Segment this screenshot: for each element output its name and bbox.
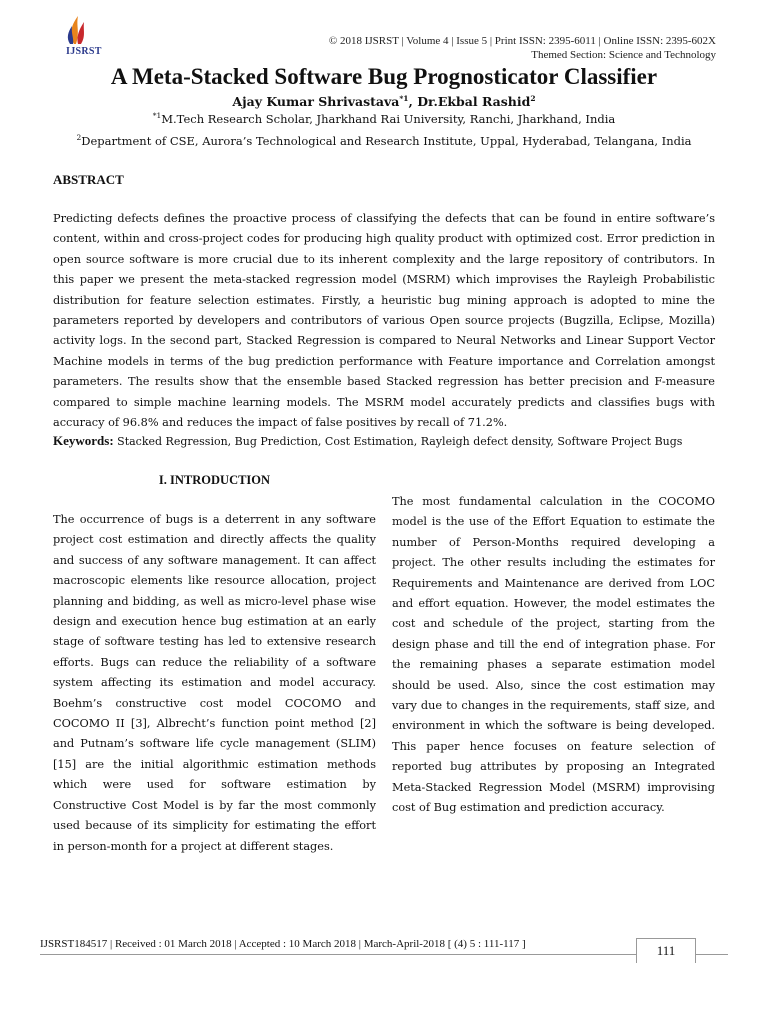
footer-citation: IJSRST184517 | Received : 01 March 2018 | Accepted : 10 March 2018 | March-April-2018 [ (4) 5 : 111-117 ] [40,938,526,950]
volume-line: © 2018 IJSRST | Volume 4 | Issue 5 | Print ISSN: 2395-6011 | Online ISSN: 2395-602X [328,35,716,47]
journal-logo [64,14,118,64]
author-2-sup: 2 [530,93,536,103]
affiliation-1-text: M.Tech Research Scholar, Jharkhand Rai University, Ranchi, Jharkhand, India [161,112,616,126]
page-number: 111 [636,938,696,963]
author-1: Ajay Kumar Shrivastava [232,94,400,109]
introduction-heading: I. INTRODUCTION [158,473,271,487]
footer-divider [40,954,728,955]
author-2: Dr.Ekbal Rashid [417,94,531,109]
affiliation-1 [0,112,768,126]
abstract-text: Predicting defects defines the proactive process of classifying the defects that can be found in entire software’s content, within and cross-project codes for producing high quality product with optimized cost. Error prediction in open source software is more crucial due to its inherent complexity and the large repository of contributors. In this paper we present the meta-stacked regression model (MSRM) which improvises the Rayleigh Probabilistic distribution for feature selection estimates. Firstly, a heuristic bug mining approach is adopted to mine the parameters reported by developers and contributors of various Open source projects (Bugzilla, Eclipse, Mozilla) activity logs. In the second part, Stacked Regression is compared to Neural Networks and Linear Support Vector Machine models in terms of the bug prediction performance with Feature importance and Correlation amongst parameters. The results show that the ensemble based Stacked regression has better precision and F-measure compared to simple machine learning models. The MSRM model accurately predicts and classifies bugs with accuracy of 96.8% and reduces the impact of false positives by recall of 71.2%. [53,212,715,430]
affiliation-2-sup: 2 [76,133,82,143]
author-1-sup: *1 [399,93,409,103]
logo-flame-icon [64,14,118,48]
keywords-text: Stacked Regression, Bug Prediction, Cost Estimation, Rayleigh defect density, Software Project Bugs [113,435,683,448]
introduction-right-column: The most fundamental calculation in the COCOMO model is the use of the Effort Equation to estimate the number of Person-Months required developing a project. The other results including the estimates for Requirements and Maintenance are derived from LOC and effort equation. However, the model estimates the cost and schedule of the project, starting from the design phase and till the end of integration phase. For the remaining phases a separate estimation model should be used. Also, since the cost estimation may vary due to changes in the requirements, staff size, and environment in which the software is being developed. This paper hence focuses on feature selection of reported bug attributes by proposing an Integrated Meta-Stacked Regression Model (MSRM) improvising cost of Bug estimation and prediction accuracy. [392,495,715,815]
journal-meta [329,34,716,62]
author-list [0,94,768,109]
keywords [53,433,728,450]
paper-title: A Meta-Stacked Software Bug Prognosticator Classifier [110,64,658,89]
affiliation-2 [0,134,768,148]
affiliation-2-text: Department of CSE, Aurora’s Technological and Research Institute, Uppal, Hyderabad, Telangana, India [81,134,692,148]
introduction-left-column: The occurrence of bugs is a deterrent in any software project cost estimation and directly affects the quality and success of any software management. It can affect macroscopic elements like resource allocation, project planning and bidding, as well as micro-level phase wise design and execution hence bug estimation at an early stage of software testing has led to extensive research efforts. Bugs can reduce the reliability of a software system affecting its estimation and model accuracy. Boehm’s constructive cost model COCOMO and COCOMO II [3], Albrecht’s function point method [2] and Putnam’s software life cycle management (SLIM) [15] are the initial algorithmic estimation methods which were used for software estimation by Constructive Cost Model is by far the most commonly used because of its simplicity for estimating the effort in person-month for a project at different stages. [53,513,376,853]
author-separator: , [408,94,418,109]
abstract-heading: ABSTRACT [53,172,124,187]
logo-text: IJSRST [66,46,102,57]
keywords-label: Keywords: [53,433,114,448]
themed-section-line: Themed Section: Science and Technology [531,49,716,61]
affiliation-1-sup: *1 [152,111,162,121]
